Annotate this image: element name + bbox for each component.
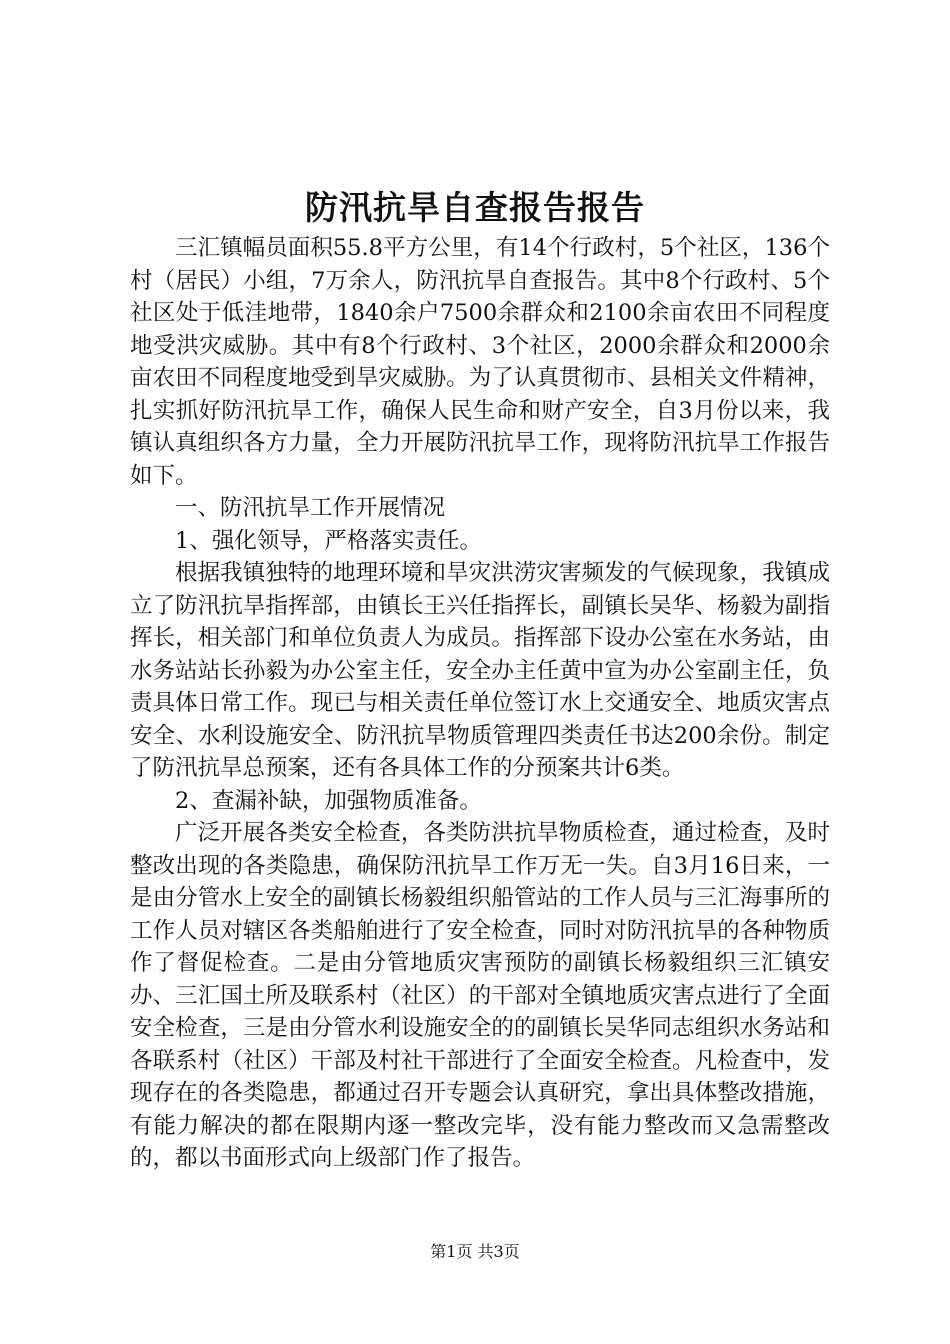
document-body [130,232,830,1175]
page-footer: 第1页 共3页 [430,1242,520,1261]
subsection-heading-1: 1、强化领导，严格落实责任。 [175,527,482,554]
section-heading-1: 一、防汛抗旱工作开展情况 [175,495,446,521]
paragraph-leadership: 根据我镇独特的地理环境和旱灾洪涝灾害频发的气候现象，我镇成立了防汛抗旱指挥部，由镇长王兴任指挥长，副镇长吴华、杨毅为副指挥长，相关部门和单位负责人为成员。指挥部下设办公室在水务站，由水务站站长孙毅为办公室主任，安全办主任黄中宣为办公室副主任，负责具体日常工作。现已与相关责任单位签订水上交通安全、地质灾害点安全、水利设施安全、防汛抗旱物质管理四类责任书达200余份。制定了防汛抗旱总预案，还有各具体工作的分预案共计6类。 [130,560,830,781]
paragraph-inspection: 广泛开展各类安全检查，各类防洪抗旱物质检查，通过检查，及时整改出现的各类隐患，确保防汛抗旱工作万无一失。自3月16日来，一是由分管水上安全的副镇长杨毅组织船管站的工作人员与三汇海事所的工作人员对辖区各类船舶进行了安全检查，同时对防汛抗旱的各种物质作了督促检查。二是由分管地质灾害预防的副镇长杨毅组织三汇镇安办、三汇国土所及联系村（社区）的干部对全镇地质灾害点进行了全面安全检查，三是由分管水利设施安全的的副镇长吴华同志组织水务站和各联系村（社区）干部及村社干部进行了全面安全检查。凡检查中，发现存在的各类隐患，都通过召开专题会认真研究，拿出具体整改措施，有能力解决的都在限期内逐一整改完毕，没有能力整改而又急需整改的，都以书面形式向上级部门作了报告。 [130,820,830,1171]
paragraph-intro: 三汇镇幅员面积55.8平方公里，有14个行政村，5个社区，136个村（居民）小组，7万余人，防汛抗旱自查报告。其中8个行政村、5个社区处于低洼地带，1840余户7500余群众和2100余亩农田不同程度地受洪灾威胁。其中有8个行政村、3个社区，2000余群众和2000余亩农田不同程度地受到旱灾威胁。为了认真贯彻市、县相关文件精神，扎实抓好防汛抗旱工作，确保人民生命和财产安全，自3月份以来，我镇认真组织各方力量，全力开展防汛抗旱工作，现将防汛抗旱工作报告如下。 [130,235,830,489]
subsection-heading-2: 2、查漏补缺，加强物质准备。 [175,787,482,814]
document-title: 防汛抗旱自查报告报告 [305,188,645,227]
